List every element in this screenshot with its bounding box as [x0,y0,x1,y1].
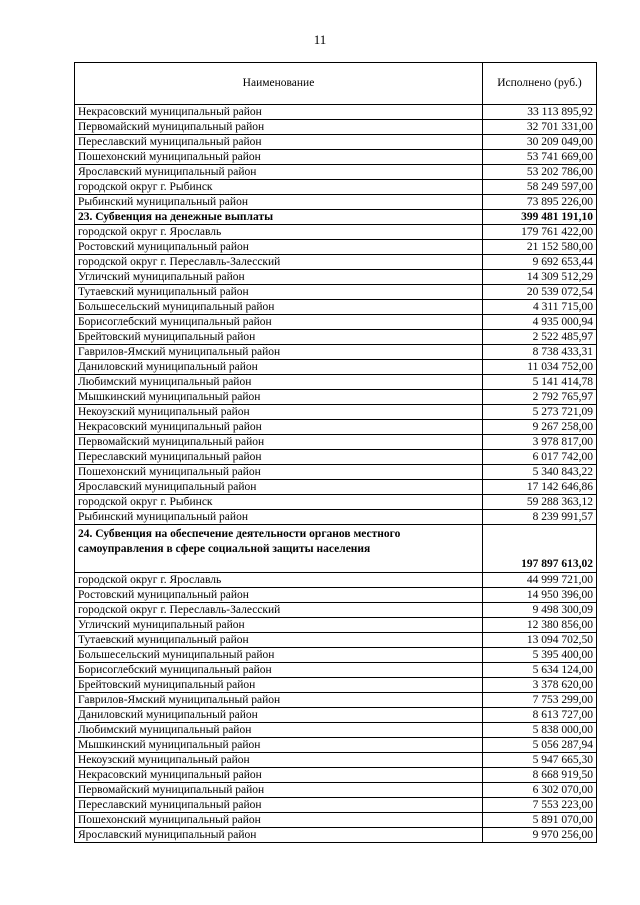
table-row [75,633,597,648]
table-row [75,723,597,738]
table-row [75,480,597,495]
name-column-header: Наименование [75,63,483,105]
row-amount: 8 668 919,50 [483,768,597,783]
row-label: Тутаевский муниципальный район [75,633,483,648]
table-row [75,165,597,180]
row-label: Ростовский муниципальный район [75,240,483,255]
row-label: Тутаевский муниципальный район [75,285,483,300]
row-amount: 33 113 895,92 [483,105,597,120]
table-row [75,255,597,270]
table-row [75,618,597,633]
table-row [75,450,597,465]
row-amount: 5 947 665,30 [483,753,597,768]
table-body [75,105,597,843]
row-label: Гаврилов-Ямский муниципальный район [75,345,483,360]
table-row [75,225,597,240]
table-row [75,105,597,120]
row-amount: 6 302 070,00 [483,783,597,798]
table-row [75,510,597,525]
table-row [75,390,597,405]
table-row [75,285,597,300]
row-label: Первомайский муниципальный район [75,120,483,135]
row-label: Рыбинский муниципальный район [75,195,483,210]
row-label: городской округ г. Ярославль [75,573,483,588]
row-label: Борисоглебский муниципальный район [75,315,483,330]
row-amount: 5 273 721,09 [483,405,597,420]
row-amount: 5 838 000,00 [483,723,597,738]
row-label: городской округ г. Переславль-Залесский [75,603,483,618]
table-row [75,663,597,678]
table-row [75,300,597,315]
row-amount: 20 539 072,54 [483,285,597,300]
table-header [75,63,597,105]
table-row [75,420,597,435]
row-amount: 5 340 843,22 [483,465,597,480]
row-label: Некоузский муниципальный район [75,753,483,768]
row-amount: 14 950 396,00 [483,588,597,603]
row-label: Большесельский муниципальный район [75,648,483,663]
row-amount: 53 202 786,00 [483,165,597,180]
row-amount: 5 056 287,94 [483,738,597,753]
header-row [75,63,597,105]
row-amount: 3 978 817,00 [483,435,597,450]
row-amount: 9 267 258,00 [483,420,597,435]
table-row [75,813,597,828]
table-row [75,648,597,663]
table-row [75,405,597,420]
row-label: Ярославский муниципальный район [75,480,483,495]
row-amount: 7 753 299,00 [483,693,597,708]
row-amount: 14 309 512,29 [483,270,597,285]
table-row [75,375,597,390]
section-total: 197 897 613,02 [483,525,597,573]
row-label: Первомайский муниципальный район [75,783,483,798]
table-row [75,708,597,723]
row-amount: 5 891 070,00 [483,813,597,828]
row-label: Ростовский муниципальный район [75,588,483,603]
table-row [75,588,597,603]
row-label: Некрасовский муниципальный район [75,420,483,435]
row-label: Пошехонский муниципальный район [75,465,483,480]
table-row [75,465,597,480]
table-row [75,798,597,813]
row-amount: 8 738 433,31 [483,345,597,360]
table-row [75,195,597,210]
row-label: Брейтовский муниципальный район [75,330,483,345]
row-label: Любимский муниципальный район [75,375,483,390]
row-amount: 12 380 856,00 [483,618,597,633]
executed-column-header: Исполнено (руб.) [483,63,597,105]
table-row [75,753,597,768]
row-amount: 13 094 702,50 [483,633,597,648]
row-label: Некрасовский муниципальный район [75,768,483,783]
row-amount: 11 034 752,00 [483,360,597,375]
row-label: Даниловский муниципальный район [75,708,483,723]
row-amount: 2 792 765,97 [483,390,597,405]
row-amount: 8 239 991,57 [483,510,597,525]
section-row [75,525,597,573]
table-row [75,270,597,285]
row-label: Брейтовский муниципальный район [75,678,483,693]
row-label: Любимский муниципальный район [75,723,483,738]
table-row [75,315,597,330]
section-title: 23. Субвенция на денежные выплаты [75,210,483,225]
row-amount: 53 741 669,00 [483,150,597,165]
row-amount: 73 895 226,00 [483,195,597,210]
row-label: Пошехонский муниципальный район [75,813,483,828]
row-label: Некоузский муниципальный район [75,405,483,420]
row-label: Большесельский муниципальный район [75,300,483,315]
table-row [75,150,597,165]
table-row [75,495,597,510]
row-amount: 3 378 620,00 [483,678,597,693]
row-amount: 4 935 000,94 [483,315,597,330]
table-row [75,120,597,135]
row-label: Переславский муниципальный район [75,450,483,465]
row-label: Переславский муниципальный район [75,798,483,813]
row-amount: 9 692 653,44 [483,255,597,270]
row-amount: 21 152 580,00 [483,240,597,255]
row-label: Угличский муниципальный район [75,618,483,633]
row-label: Мышкинский муниципальный район [75,738,483,753]
row-amount: 5 141 414,78 [483,375,597,390]
row-amount: 9 498 300,09 [483,603,597,618]
table-row [75,678,597,693]
row-label: Переславский муниципальный район [75,135,483,150]
table-row [75,360,597,375]
row-label: Даниловский муниципальный район [75,360,483,375]
row-amount: 59 288 363,12 [483,495,597,510]
row-label: Первомайский муниципальный район [75,435,483,450]
row-label: Некрасовский муниципальный район [75,105,483,120]
row-label: городской округ г. Рыбинск [75,180,483,195]
table-row [75,330,597,345]
row-label: городской округ г. Рыбинск [75,495,483,510]
row-label: городской округ г. Ярославль [75,225,483,240]
table-row [75,738,597,753]
row-amount: 6 017 742,00 [483,450,597,465]
row-label: Ярославский муниципальный район [75,165,483,180]
table-row [75,345,597,360]
row-amount: 9 970 256,00 [483,828,597,843]
row-amount: 5 395 400,00 [483,648,597,663]
row-amount: 32 701 331,00 [483,120,597,135]
row-label: Мышкинский муниципальный район [75,390,483,405]
table-row [75,828,597,843]
table-row [75,693,597,708]
row-amount: 17 142 646,86 [483,480,597,495]
page-number: 11 [313,32,327,47]
table-row [75,240,597,255]
row-amount: 179 761 422,00 [483,225,597,240]
row-label: Борисоглебский муниципальный район [75,663,483,678]
table-row [75,783,597,798]
table-row [75,768,597,783]
section-title: 24. Субвенция на обеспечение деятельности органов местного самоуправления в сфере социальной защиты населения [75,525,483,573]
row-label: городской округ г. Переславль-Залесский [75,255,483,270]
table-row [75,573,597,588]
table-row [75,603,597,618]
section-total: 399 481 191,10 [483,210,597,225]
table-row [75,180,597,195]
row-label: Гаврилов-Ямский муниципальный район [75,693,483,708]
table-row [75,435,597,450]
budget-table [74,62,597,843]
row-amount: 30 209 049,00 [483,135,597,150]
row-label: Угличский муниципальный район [75,270,483,285]
row-label: Ярославский муниципальный район [75,828,483,843]
section-row [75,210,597,225]
row-label: Рыбинский муниципальный район [75,510,483,525]
row-amount: 4 311 715,00 [483,300,597,315]
row-amount: 58 249 597,00 [483,180,597,195]
row-label: Пошехонский муниципальный район [75,150,483,165]
row-amount: 44 999 721,00 [483,573,597,588]
row-amount: 8 613 727,00 [483,708,597,723]
row-amount: 5 634 124,00 [483,663,597,678]
row-amount: 7 553 223,00 [483,798,597,813]
table-row [75,135,597,150]
row-amount: 2 522 485,97 [483,330,597,345]
